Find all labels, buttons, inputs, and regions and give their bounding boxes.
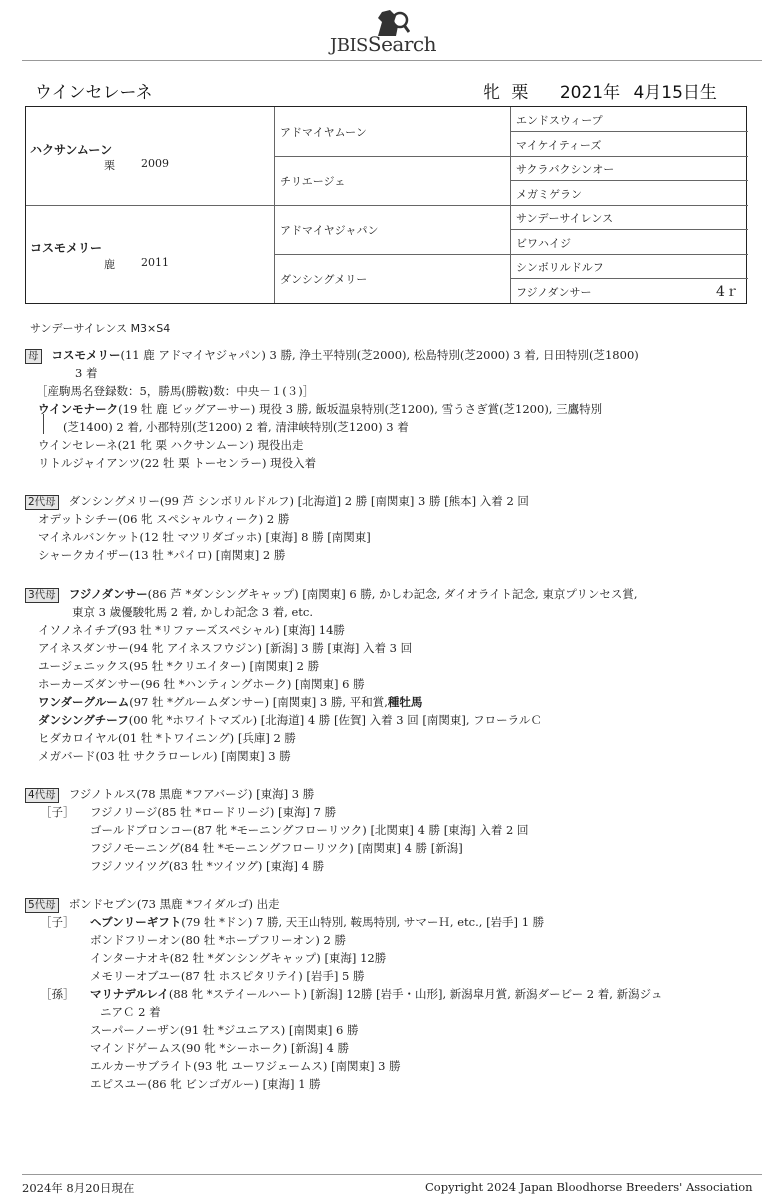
gen5-line-7: ニアＣ 2 着 bbox=[100, 1005, 161, 1019]
gen3-line-6: ホーカーズダンサー(96 牡 *ハンティングホーク) [南関東] 6 勝 bbox=[38, 677, 365, 691]
gen2-line-1: 2代母 ダンシングメリー(99 芦 シンボリルドルフ) [北海道] 2 勝 [南関東] 3 勝 [熊本] 入着 2 回 bbox=[25, 493, 529, 510]
ancestor-sdd[interactable]: メガミゲラン bbox=[516, 188, 582, 201]
offspring-name[interactable]: マリナデルレイ bbox=[90, 987, 169, 1001]
birth-day: 4月15日生 bbox=[633, 83, 717, 103]
gen5-line-10: エルカーサブライト(93 牝 ユーワジェームス) [南関東] 3 勝 bbox=[90, 1059, 401, 1073]
dam-year: 2011 bbox=[141, 256, 169, 269]
gen2-line-4: シャークカイザー(13 牡 *パイロ) [南関東] 2 勝 bbox=[38, 548, 286, 562]
gen3-dam-name[interactable]: フジノダンサー bbox=[68, 587, 148, 601]
gen4-line-3: ゴールドブロンコー(87 牝 *モーニングフローリツク) [北関東] 4 勝 [東海] 入着 2 回 bbox=[90, 823, 529, 837]
gen3-line-2: 東京 3 歳優駿牝馬 2 着, かしわ記念 3 着, etc. bbox=[72, 605, 314, 619]
gen3-line-3: イソノネイチブ(93 牡 *リファーズスペシャル) [東海] 14勝 bbox=[38, 623, 345, 637]
gen2-line-2: オデットシチー(06 牝 スペシャルウィーク) 2 勝 bbox=[38, 512, 290, 526]
gen5-line-1: 5代母 ボンドセブン(73 黒鹿 *フイダルゴ) 出走 bbox=[25, 896, 280, 913]
gen3-line-5: ユージェニックス(95 牡 *クリエイター) [南関東] 2 勝 bbox=[38, 659, 320, 673]
gen4-line-2: フジノリージ(85 牡 *ロードリージ) [東海] 7 勝 bbox=[90, 805, 337, 819]
gen4-line-1: 4代母 フジノトルス(78 黒鹿 *フアバージ) [東海] 3 勝 bbox=[25, 786, 314, 803]
horse-color: 栗 bbox=[511, 83, 529, 103]
continuation-bar bbox=[43, 414, 44, 434]
gen4-child-label: ［子］ bbox=[40, 805, 75, 819]
offspring-name[interactable]: ダンシングチーフ bbox=[38, 713, 129, 727]
dam-badge: 母 bbox=[25, 349, 42, 364]
gen3-line-10: メガバード(03 牡 サクラローレル) [南関東] 3 勝 bbox=[38, 749, 291, 763]
logo-text: JBISSearch bbox=[330, 32, 436, 56]
pedigree-divider bbox=[274, 156, 748, 157]
footer-date: 2024年 8月20日現在 bbox=[22, 1181, 135, 1195]
gen4-line-4: フジノモーニング(84 牡 *モーニングフローリツク) [南関東] 4 勝 [新潟] bbox=[90, 841, 463, 855]
pedigree-divider bbox=[26, 205, 748, 206]
pedigree-divider bbox=[510, 180, 748, 181]
dam-offspring-1-cont: (芝1400) 2 着, 小郡特別(芝1200) 2 着, 清津峡特別(芝1200) 3 着 bbox=[63, 420, 409, 434]
gen5-badge: 5代母 bbox=[25, 898, 59, 913]
dam-color: 鹿 bbox=[104, 258, 115, 271]
footer-divider bbox=[22, 1174, 762, 1175]
offspring-name[interactable]: ワンダーグルーム bbox=[38, 695, 130, 709]
gen5-line-6: マリナデルレイ(88 牝 *ステイールハート) [新潟] 12勝 [岩手・山形], 新潟皐月賞, 新潟ダービー 2 着, 新潟ジュ bbox=[90, 987, 663, 1001]
birth-year: 2021年 bbox=[559, 83, 621, 103]
dam-offspring-1: ウインモナーク(19 牡 鹿 ビッグアーサー) 現役 3 勝, 飯坂温泉特別(芝1200), 雪うさぎ賞(芝1200), 三鷹特別 bbox=[38, 402, 603, 416]
pedigree-divider bbox=[274, 254, 748, 255]
jbis-logo[interactable] bbox=[330, 8, 470, 54]
dam-dam[interactable]: ダンシングメリー bbox=[280, 273, 368, 286]
gen3-line-7: ワンダーグルーム(97 牡 *グルームダンサー) [南関東] 3 勝, 平和賞,種牡馬 bbox=[38, 695, 423, 709]
ancestor-ddd[interactable]: フジノダンサー bbox=[516, 286, 592, 299]
dam-line-2: 3 着 bbox=[75, 366, 98, 380]
gen4-badge: 4代母 bbox=[25, 788, 59, 803]
ancestor-dds[interactable]: シンボリルドルフ bbox=[516, 261, 604, 274]
dam-offspring-2: ウインセレーネ(21 牝 栗 ハクサンムーン) 現役出走 bbox=[38, 438, 304, 452]
pedigree-divider bbox=[510, 131, 748, 132]
dam-offspring-3: リトルジャイアンツ(22 牡 栗 トーセンラー) 現役入着 bbox=[38, 456, 317, 470]
gen5-line-5: メモリーオブユー(87 牡 ホスピタリテイ) [岩手] 5 勝 bbox=[90, 969, 365, 983]
dam-name-bold[interactable]: コスモメリー bbox=[51, 348, 121, 362]
ancestor-dss[interactable]: サンデーサイレンス bbox=[516, 212, 614, 225]
horse-name: ウインセレーネ bbox=[35, 83, 153, 103]
horse-info bbox=[483, 78, 725, 103]
dam-name[interactable]: コスモメリー bbox=[30, 241, 103, 255]
gen3-line-8: ダンシングチーフ(00 牝 *ホワイトマズル) [北海道] 4 勝 [佐賀] 入着 3 回 [南関東], フローラルＣ bbox=[38, 713, 542, 727]
footer-copyright: Copyright 2024 Japan Bloodhorse Breeders' Association bbox=[425, 1180, 753, 1194]
gen3-line-9: ヒダカロイヤル(01 牡 *トワイニング) [兵庫] 2 勝 bbox=[38, 731, 296, 745]
gen5-line-3: ボンドフリーオン(80 牡 *ホープフリーオン) 2 勝 bbox=[90, 933, 346, 947]
gen5-grand-label: ［孫］ bbox=[40, 987, 75, 1001]
gen5-line-4: インターナオキ(82 牡 *ダンシングキャップ) [東海] 12勝 bbox=[90, 951, 387, 965]
offspring-name[interactable]: ウインモナーク bbox=[38, 402, 119, 416]
sire-year: 2009 bbox=[141, 157, 169, 170]
sire-color: 栗 bbox=[104, 159, 115, 172]
header-divider bbox=[22, 60, 762, 61]
horse-sex: 牝 bbox=[483, 83, 500, 103]
gen4-line-5: フジノツイツグ(83 牡 *ツイツグ) [東海] 4 勝 bbox=[90, 859, 325, 873]
gen2-line-3: マイネルバンケット(12 牡 マツリダゴッホ) [東海] 8 勝 [南関東] bbox=[38, 530, 371, 544]
gen5-line-11: エピスユー(86 牝 ビンゴガルー) [東海] 1 勝 bbox=[90, 1077, 321, 1091]
dam-sire[interactable]: アドマイヤジャパン bbox=[280, 224, 379, 237]
dam-line-1: 母 コスモメリー(11 鹿 アドマイヤジャパン) 3 勝, 浄土平特別(芝2000), 松島特別(芝2000) 3 着, 日田特別(芝1800) bbox=[25, 347, 639, 364]
inbreeding-text: サンデーサイレンス M3×S4 bbox=[30, 322, 171, 335]
sire-name[interactable]: ハクサンムーン bbox=[30, 143, 113, 157]
gen3-line-1: 3代母 フジノダンサー(86 芦 *ダンシングキャップ) [南関東] 6 勝, かしわ記念, ダイオライト記念, 東京プリンセス賞, bbox=[25, 586, 638, 603]
ddd-note: 4ｒ bbox=[716, 284, 739, 300]
pedigree-table bbox=[25, 106, 747, 304]
sire-sire[interactable]: アドマイヤムーン bbox=[280, 126, 367, 139]
dam-produce-summary: ［産駒馬名登録数：5，勝馬(勝鞍)数：中央－１(３)］ bbox=[36, 384, 315, 398]
gen5-line-2: ヘブンリーギフト(79 牡 *ドン) 7 勝, 天王山特別, 鞍馬特別, サマーＨ, etc., [岩手] 1 勝 bbox=[90, 915, 545, 929]
pedigree-divider bbox=[510, 229, 748, 230]
ancestor-ssd[interactable]: マイケイティーズ bbox=[516, 139, 602, 152]
gen5-line-9: マインドゲームス(90 牝 *シーホーク) [新潟] 4 勝 bbox=[90, 1041, 349, 1055]
gen3-badge: 3代母 bbox=[25, 588, 59, 603]
offspring-name[interactable]: ヘブンリーギフト bbox=[90, 915, 182, 929]
gen5-child-label: ［子］ bbox=[40, 915, 75, 929]
ancestor-sss[interactable]: エンドスウィープ bbox=[516, 114, 603, 127]
ancestor-sds[interactable]: サクラバクシンオー bbox=[516, 163, 615, 176]
sire-dam[interactable]: チリエージェ bbox=[280, 175, 346, 188]
pedigree-divider bbox=[510, 278, 748, 279]
gen2-badge: 2代母 bbox=[25, 495, 59, 510]
ancestor-dsd[interactable]: ビワハイジ bbox=[516, 237, 571, 250]
gen5-line-8: スーパーノーザン(91 牡 *ジユニアス) [南関東] 6 勝 bbox=[90, 1023, 359, 1037]
gen3-line-4: アイネスダンサー(94 牝 アイネスフウジン) [新潟] 3 勝 [東海] 入着 3 回 bbox=[38, 641, 413, 655]
